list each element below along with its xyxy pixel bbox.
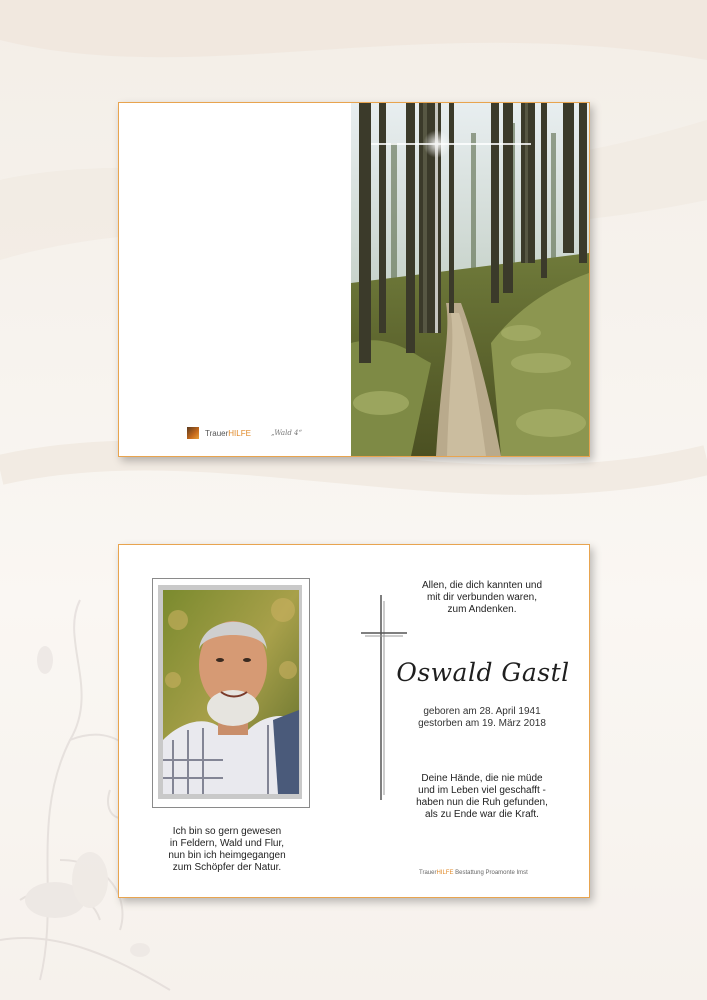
portrait-photo: [163, 590, 299, 794]
poem-line: in Feldern, Wald und Flur,: [169, 838, 285, 849]
poem-line: Ich bin so gern gewesen: [172, 826, 282, 837]
poem-left: [147, 826, 307, 874]
brand-name: TrauerHILFE: [205, 428, 251, 438]
brand-row: [187, 427, 302, 439]
death-date: gestorben am 19. März 2018: [418, 718, 546, 729]
verse-line: und im Leben viel geschafft -: [418, 785, 546, 796]
model-label: „Wald 4“: [270, 429, 303, 437]
verse-bottom: [401, 773, 563, 821]
verse-line: als zu Ende war die Kraft.: [425, 809, 539, 820]
poem-line: zum Schöpfer der Natur.: [172, 862, 282, 873]
forest-path-photo: [351, 103, 589, 456]
verse-line: zum Andenken.: [447, 604, 517, 615]
portrait-frame: [152, 578, 310, 808]
verse-line: haben nun die Ruh gefunden,: [416, 797, 548, 808]
birth-date: geboren am 28. April 1941: [423, 706, 541, 717]
footer-brand: TrauerHILFE Bestattung Proamonte Imst: [419, 870, 528, 876]
verse-line: Deine Hände, die nie müde: [421, 773, 543, 784]
cross-icon: [357, 595, 409, 800]
deceased-name: Oswald Gastl: [396, 658, 570, 687]
card-inside: [118, 544, 590, 898]
portrait-mat: [158, 585, 302, 799]
verse-line: mit dir verbunden waren,: [426, 592, 538, 603]
poem-line: nun bin ich heimgegangen: [168, 850, 286, 861]
life-dates: [402, 706, 562, 730]
verse-line: Allen, die dich kannten und: [421, 580, 543, 591]
traurhilfe-logo-icon: [187, 427, 199, 439]
card-front: [118, 102, 590, 457]
verse-top: [401, 580, 563, 616]
